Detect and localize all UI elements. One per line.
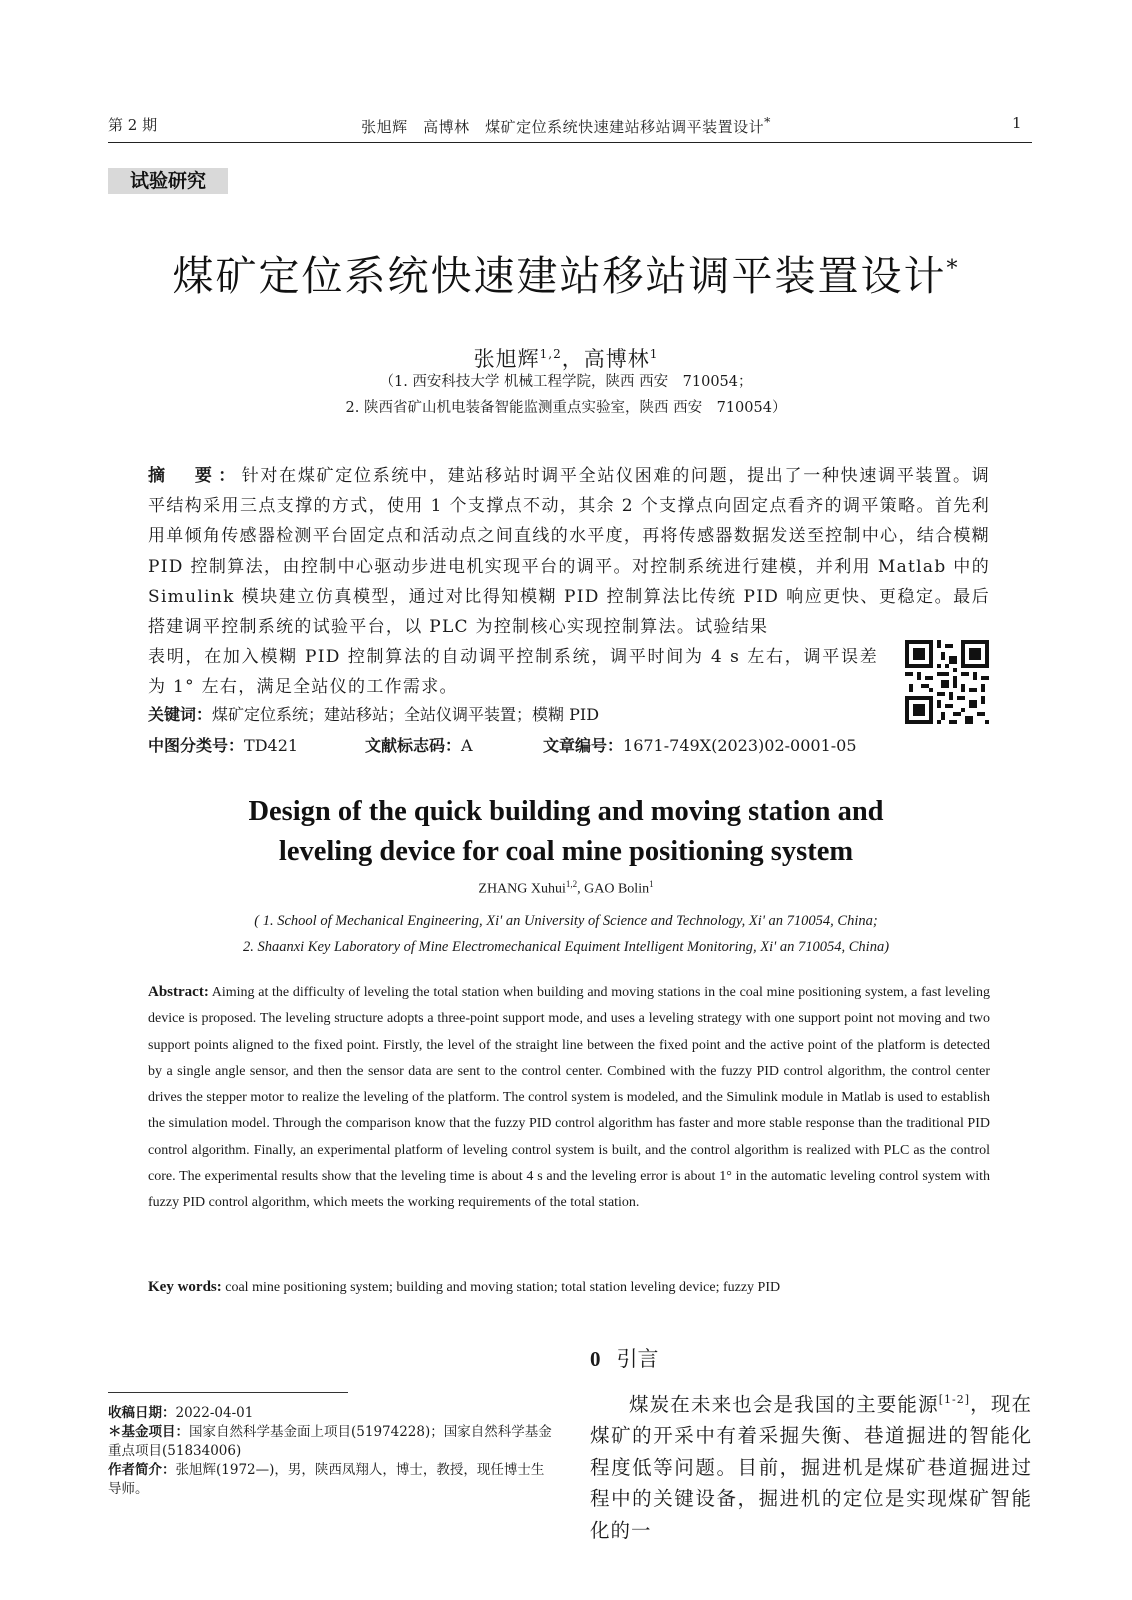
cn-title-mark: * [946, 256, 960, 282]
header-rule [108, 142, 1032, 143]
footnote-received [108, 1404, 554, 1423]
section-tag: 试验研究 [108, 168, 228, 194]
author-bio-label: 作者简介： [108, 1462, 176, 1478]
article-number-value: 1671-749X(2023)02-0001-05 [623, 736, 857, 755]
intro-body [590, 1384, 1032, 1546]
cn-title-text: 煤矿定位系统快速建站移站调平装置设计 [172, 252, 947, 300]
cn-abstract-label: 摘 要： [148, 466, 242, 486]
intro-text-b: ，现在煤矿的开采中有着采掘失衡、巷道掘进的智能化程度低等问题。目前，掘进机是煤矿巷道掘进过程中的关键设备，掘进机的定位是实现煤矿智能化的一 [590, 1392, 1032, 1542]
intro-citation: [1-2] [938, 1393, 971, 1406]
footnote-fund [108, 1423, 554, 1461]
cn-keywords-text: 煤矿定位系统；建站移站；全站仪调平装置；模糊 PID [212, 705, 600, 724]
en-author-sep: , [577, 881, 585, 897]
en-keywords [148, 1279, 780, 1296]
article-number [543, 733, 857, 756]
document-code-value: A [461, 736, 473, 755]
en-author-1: ZHANG Xuhui [478, 881, 566, 897]
en-abstract [148, 979, 990, 1217]
intro-heading-text: 引言 [616, 1347, 659, 1371]
fund-text: 国家自然科学基金面上项目(51974228)；国家自然科学基金重点项目(51834006) [108, 1424, 552, 1459]
intro-text-a: 煤炭在未来也会是我国的主要能源 [629, 1392, 939, 1416]
document-code [365, 733, 473, 756]
cn-keywords-label: 关键词： [148, 705, 213, 724]
page-number: 1 [1012, 114, 1022, 132]
footnote-author [108, 1461, 554, 1499]
cn-author-1-affil: 1,2 [539, 347, 562, 361]
cn-author-1: 张旭辉 [473, 347, 540, 371]
issue-number: 第 2 期 [108, 116, 158, 134]
running-title-mark: * [764, 114, 771, 129]
received-date: 2022-04-01 [175, 1405, 254, 1421]
en-authors [0, 879, 1132, 898]
cn-author-sep: ， [561, 347, 584, 371]
footnote-rule [108, 1392, 348, 1393]
running-title-text: 张旭辉 高博林 煤矿定位系统快速建站移站调平装置设计 [361, 118, 765, 136]
en-affiliation-1-text: ( 1. School of Mechanical Engineering, Xi' an University of Science and Technology, Xi' an 710054, China; [254, 913, 878, 929]
en-title-line-1: Design of the quick building and moving station and [248, 796, 884, 827]
qr-code-icon [905, 640, 989, 724]
clc-number [148, 733, 298, 756]
en-keywords-label: Key words: [148, 1279, 222, 1295]
en-keywords-text: coal mine positioning system; building and moving station; total station leveling device; fuzzy PID [225, 1280, 781, 1295]
en-abstract-text: Aiming at the difficulty of leveling the total station when building and moving stations in the coal mine positioning system, a fast leveling device is proposed. The leveling structure adopts a three-point support mode, and uses a leveling strategy with one support point not moving and two support points aligned to the fixed point. Firstly, the level of the straight line between the fixed point and the active point of the platform is detected by a single angle sensor, and then the sensor data are sent to the control center. Combined with the fuzzy PID control algorithm, the control center drives the stepper motor to realize the leveling of the platform. The control system is modeled, and the Simulink module in Matlab is used to establish the simulation model. Through the comparison know that the fuzzy PID control algorithm has faster and more stable response than the traditional PID control algorithm. Finally, an experimental platform of leveling control system is built, and the control algorithm is realized with PLC as the control core. The experimental results show that the leveling time is about 4 s and the leveling error is about 1° in the automatic leveling control system with fuzzy PID control algorithm, which meets the working requirements of the total station. [148, 985, 990, 1211]
footnotes [108, 1404, 554, 1499]
cn-author-2-affil: 1 [649, 347, 659, 361]
en-affiliation-2 [0, 939, 1132, 956]
cn-keywords [148, 702, 599, 725]
running-title [0, 114, 1132, 137]
article-number-label: 文章编号： [543, 736, 624, 755]
en-affiliation-2-text: 2. Shaanxi Key Laboratory of Mine Electromechanical Equiment Intelligent Monitoring, Xi' an 710054, China) [242, 939, 890, 955]
received-label: 收稿日期： [108, 1405, 176, 1421]
cn-abstract-text: 针对在煤矿定位系统中，建站移站时调平全站仪困难的问题，提出了一种快速调平装置。调平结构采用三点支撑的方式，使用 1 个支撑点不动，其余 2 个支撑点向固定点看齐的调平策略。首先利用单倾角传感器检测平台固定点和活动点之间直线的水平度，再将传感器数据发送至控制中心，结合模糊 PID 控制算法，由控制中心驱动步进电机实现平台的调平。对控制系统进行建模，并利用 Matlab 中的 Simulink 模块建立仿真模型，通过对比得知模糊 PID 控制算法比传统 PID 响应更快、更稳定。最后搭建调平控制系统的试验平台，以 PLC 为控制核心实现控制算法。试验结果 [148, 466, 991, 638]
en-author-2: GAO Bolin [584, 881, 650, 897]
cn-abstract-tail: 表明，在加入模糊 PID 控制算法的自动调平控制系统，调平时间为 4 s 左右，调平误差为 1° 左右，满足全站仪的工作需求。 [148, 647, 878, 698]
clc-label: 中图分类号： [148, 736, 245, 755]
intro-section-number: 0 [590, 1347, 601, 1371]
cn-authors [0, 343, 1132, 373]
en-title-line-2: leveling device for coal mine positioning system [278, 836, 854, 867]
en-author-2-affil: 1 [649, 879, 654, 889]
cn-affiliation-1: （1. 西安科技大学 机械工程学院，陕西 西安 710054； [379, 374, 753, 390]
author-bio-text: 张旭辉(1972—)，男，陕西凤翔人，博士，教授，现任博士生导师。 [108, 1462, 545, 1497]
clc-value: TD421 [244, 736, 299, 755]
cn-author-2: 高博林 [583, 347, 650, 371]
cn-title [0, 243, 1132, 302]
en-affiliation-1 [0, 913, 1132, 930]
cn-abstract [148, 461, 990, 703]
en-author-1-affil: 1,2 [565, 879, 578, 889]
en-title [0, 792, 1132, 872]
en-abstract-label: Abstract: [148, 984, 209, 1000]
document-code-label: 文献标志码： [365, 736, 462, 755]
fund-label: ＊基金项目： [108, 1424, 189, 1440]
intro-heading [590, 1343, 659, 1373]
cn-affiliation-2: 2. 陕西省矿山机电装备智能监测重点实验室，陕西 西安 710054） [345, 400, 787, 416]
